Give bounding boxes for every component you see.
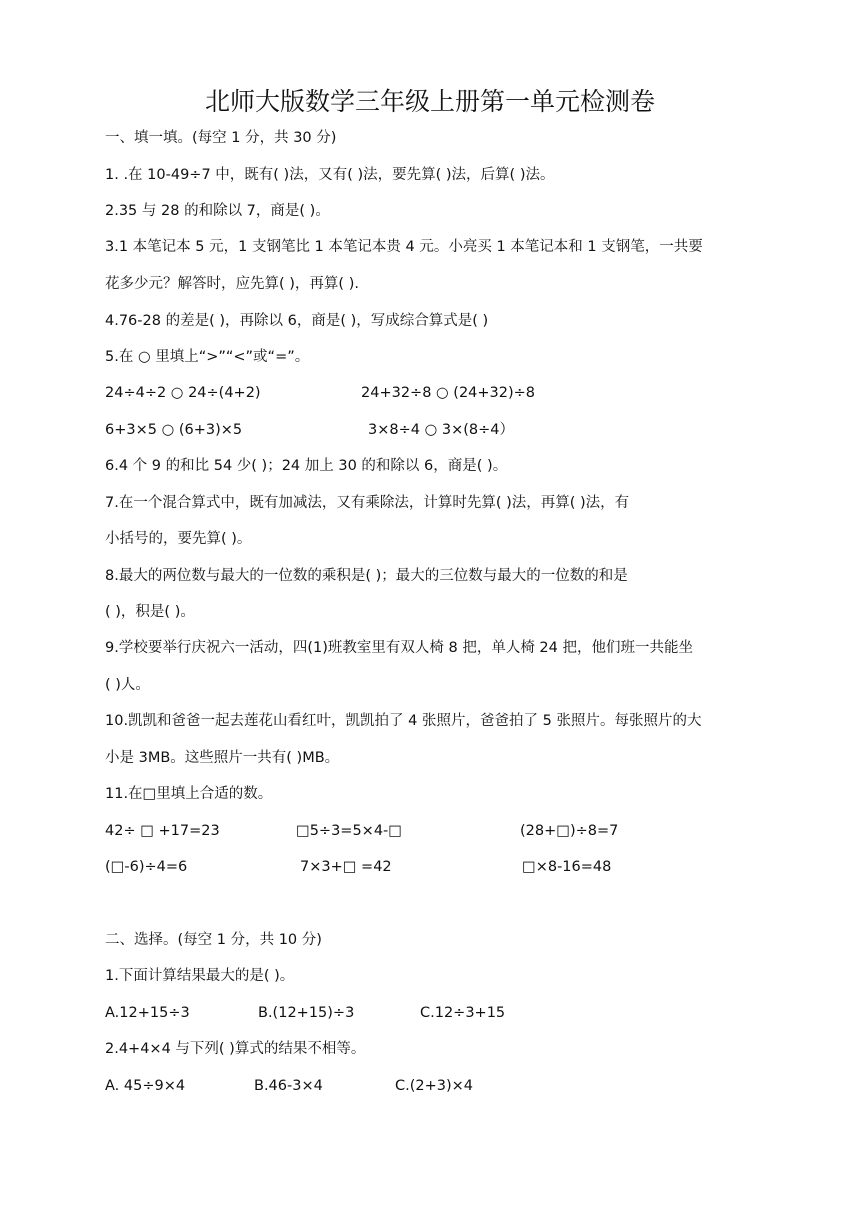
option-b: B.(12+15)÷3: [258, 1005, 355, 1021]
option-a: A. 45÷9×4: [105, 1078, 186, 1094]
question-line: ( )人。: [105, 677, 150, 693]
option-b: B.46-3×4: [254, 1078, 323, 1094]
question-line: 11.在□里填上合适的数。: [105, 786, 273, 802]
question-line: 2.4+4×4 与下列( )算式的结果不相等。: [105, 1041, 366, 1057]
section-2-heading: 二、选择。(每空 1 分，共 10 分): [105, 932, 322, 948]
question-line: 2.35 与 28 的和除以 7，商是( )。: [105, 203, 330, 219]
fill-item: □×8-16=48: [522, 859, 612, 875]
question-line: 小是 3MB。这些照片一共有( )MB。: [105, 750, 340, 766]
fill-row: [0, 820, 860, 842]
fill-item: (28+□)÷8=7: [520, 823, 619, 839]
compare-item: 6+3×5 ○ (6+3)×5: [105, 422, 243, 438]
fill-item: 7×3+□ =42: [300, 859, 392, 875]
fill-item: □5÷3=5×4-□: [296, 823, 402, 839]
question-line: ( )，积是( )。: [105, 604, 195, 620]
compare-row: [0, 382, 860, 404]
question-line: 5.在 ○ 里填上“>”“<”或“=”。: [105, 349, 310, 365]
question-line: 1. .在 10-49÷7 中，既有( )法，又有( )法，要先算( )法，后算( )法。: [105, 167, 555, 183]
compare-row: [0, 419, 860, 441]
fill-item: 42÷ □ +17=23: [105, 823, 220, 839]
options-row: [0, 1075, 860, 1097]
question-line: 3.1 本笔记本 5 元，1 支钢笔比 1 本笔记本贵 4 元。小亮买 1 本笔记本和 1 支钢笔，一共要: [105, 239, 703, 255]
question-line: 7.在一个混合算式中，既有加减法，又有乘除法，计算时先算( )法，再算( )法，有: [105, 495, 630, 511]
option-c: C.(2+3)×4: [395, 1078, 474, 1094]
section-1-heading: 一、填一填。(每空 1 分，共 30 分): [105, 130, 337, 146]
question-line: 小括号的，要先算( )。: [105, 531, 252, 547]
question-line: 6.4 个 9 的和比 54 少( )；24 加上 30 的和除以 6，商是( )。: [105, 458, 508, 474]
page-title: 北师大版数学三年级上册第一单元检测卷: [204, 87, 655, 116]
fill-item: (□-6)÷4=6: [105, 859, 188, 875]
question-line: 10.凯凯和爸爸一起去莲花山看红叶，凯凯拍了 4 张照片，爸爸拍了 5 张照片。每张照片的大: [105, 713, 702, 729]
question-line: 1.下面计算结果最大的是( )。: [105, 968, 295, 984]
option-a: A.12+15÷3: [105, 1005, 190, 1021]
options-row: [0, 1002, 860, 1024]
question-line: 花多少元？解答时，应先算( )，再算( ).: [105, 276, 359, 292]
compare-item: 24+32÷8 ○ (24+32)÷8: [361, 385, 536, 401]
fill-row: [0, 856, 860, 878]
question-line: 9.学校要举行庆祝六一活动，四(1)班教室里有双人椅 8 把，单人椅 24 把，他们班一共能坐: [105, 640, 693, 656]
compare-item: 24÷4÷2 ○ 24÷(4+2): [105, 385, 261, 401]
question-line: 8.最大的两位数与最大的一位数的乘积是( )；最大的三位数与最大的一位数的和是: [105, 568, 628, 584]
compare-item: 3×8÷4 ○ 3×(8÷4）: [368, 422, 514, 438]
question-line: 4.76-28 的差是( )，再除以 6，商是( )，写成综合算式是( ): [105, 313, 489, 329]
option-c: C.12÷3+15: [420, 1005, 506, 1021]
